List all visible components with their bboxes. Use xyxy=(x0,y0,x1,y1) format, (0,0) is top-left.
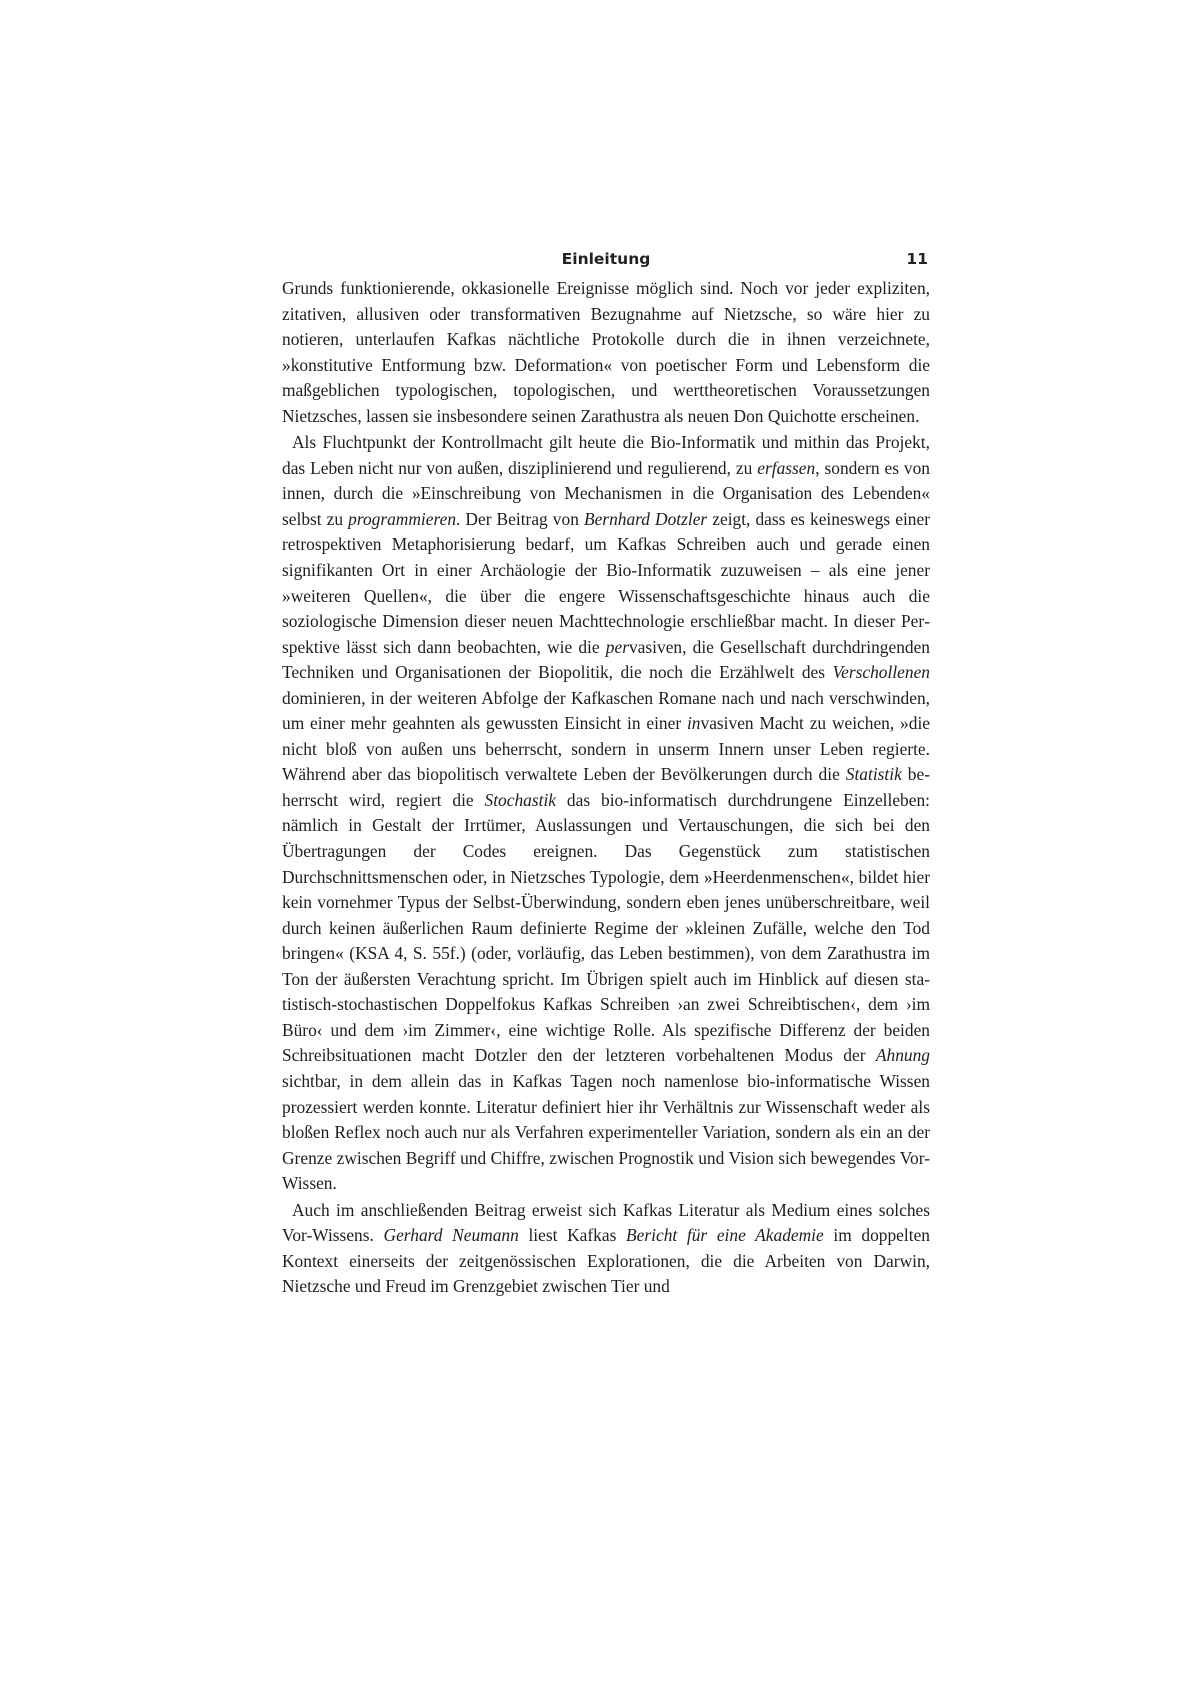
italic-text: Bernhard Dotzler xyxy=(583,508,708,529)
text-run: vasiven Macht zu weichen, »die nicht bloß von außen uns beherrscht, sondern in unserm Innern unser Leben regierte. Während aber das biopolitisch verwaltete Leben der Bevölkerungen durch die xyxy=(282,713,930,785)
paragraph xyxy=(282,276,930,429)
text-run: beherrscht wird, regiert die xyxy=(282,764,931,810)
running-title: Einleitung xyxy=(561,250,651,268)
italic-text: Gerhard Neumann xyxy=(383,1225,519,1246)
italic-text: programmieren xyxy=(348,508,457,529)
text-run: Grunds funktionierende, okkasionelle Ereignisse möglich sind. Noch vor jeder expliziten, zitativen, allusiven oder transformativen Bezugnahme auf Nietzsche, so wäre hier zu notieren, unterlaufen Kafkas nächtliche Protokolle durch die in ihnen verzeichnete, »konstitutive Entformung bzw. Deformation« von poetischer Form und Lebensform die maßgeblichen typologischen, topologischen, und werttheoretischen Voraussetzungen Nietzsches, lassen sie insbesondere seinen Zarathustra als neuen Don Quichotte erscheinen. xyxy=(282,278,930,426)
text-run: liest Kafkas xyxy=(518,1225,627,1246)
page-number: 11 xyxy=(906,250,928,268)
text-run: sichtbar, in dem allein das in Kafkas Tagen noch namenlose bio-informatische Wissen prozessiert werden konnte. Literatur definiert hier ihr Verhältnis zur Wissenschaft weder als bloßen Reflex noch auch nur als Verfahren experimenteller Variation, sondern als ein an der Grenze zwischen Begriff und Chiffre, zwischen Prognostik und Vision sich bewegendes Vor-Wissen. xyxy=(282,1070,930,1194)
text-run: Auch im anschließenden Beitrag erweist sich Kafkas Literatur als Medium eines solches Vor-Wissens. xyxy=(282,1199,930,1246)
italic-text: Verschollenen xyxy=(832,662,930,683)
body-text xyxy=(282,276,930,1300)
text-run: dominieren, in der weiteren Abfolge der Kafkaschen Romane nach und nach verschwinden, um einer mehr geahnten als gewussten Einsicht in einer xyxy=(282,687,930,734)
italic-text: in xyxy=(686,713,701,734)
paragraph xyxy=(282,1198,930,1300)
paragraph xyxy=(282,430,930,1196)
text-run: vasiven, die Gesellschaft durchdringenden Techniken und Organisationen der Biopolitik, die noch die Erzählwelt des xyxy=(282,636,930,683)
italic-text: Stochastik xyxy=(484,789,557,810)
running-head xyxy=(282,250,930,276)
text-run: das bio-informatisch durchdrungene Einzelleben: nämlich in Gestalt der Irrtümer, Auslassungen und Vertauschungen, die sich bei den Übertragungen der Codes ereignen. Das Gegenstück zum statistischen Durchschnittsmenschen oder, in Nietzsches Typologie, dem »Heerdenmenschen«, bildet hier kein vornehmer Typus der Selbst-Überwindung, sondern eben jenes unüberschreitbare, weil durch keinen äußerlichen Raum definierte Regime der »kleinen Zufälle, welche den Tod bringen« (KSA 4, S. 55f.) (oder, vorläufig, das Leben bestimmen), von dem Zarathustra im Ton der äußersten Verachtung spricht. Im Übrigen spielt auch im Hinblick auf diesen statistisch-stochastischen Doppelfokus Kafkas Schreiben ›an zwei Schreibtischen‹, dem ›im Büro‹ und dem ›im Zimmer‹, eine wichtige Rolle. Als spezifische Differenz der beiden Schreibsituationen macht Dotzler den der letzteren vorbehaltenen Modus der xyxy=(282,789,930,1066)
italic-text: Bericht für eine Akademie xyxy=(626,1225,824,1246)
text-run: im doppelten Kontext einerseits der zeitgenössischen Explorationen, die die Arbeiten von Darwin, Nietzsche und Freud im Grenzgebiet zwischen Tier und xyxy=(282,1225,930,1297)
italic-text: Ahnung xyxy=(875,1045,930,1066)
text-run: Als Fluchtpunkt der Kontrollmacht gilt heute die Bio-Informatik und mithin das Projekt, das Leben nicht nur von außen, disziplinierend und regulierend, zu xyxy=(282,432,930,478)
book-page xyxy=(282,250,930,1300)
italic-text: erfassen xyxy=(757,457,816,478)
italic-text: Statistik xyxy=(845,764,902,785)
text-run: , sondern es von innen, durch die »Einschreibung von Mechanismen in die Organisation des Lebenden« selbst zu xyxy=(282,457,930,529)
text-run: zeigt, dass es keineswegs einer retrospektiven Metaphorisierung bedarf, um Kafkas Schreiben auch und gerade einen signifikanten Ort in einer Archäologie der Bio-Informatik zuzuweisen – als eine jener »weiteren Quellen«, die über die engere Wissenschaftsgeschichte hinaus auch die soziologische Dimension dieser neuen Machttechnologie erschließbar macht. In dieser Perspektive lässt sich dann beobachten, wie die xyxy=(282,508,930,657)
text-run: . Der Beitrag von xyxy=(456,508,584,529)
italic-text: per xyxy=(605,636,629,657)
